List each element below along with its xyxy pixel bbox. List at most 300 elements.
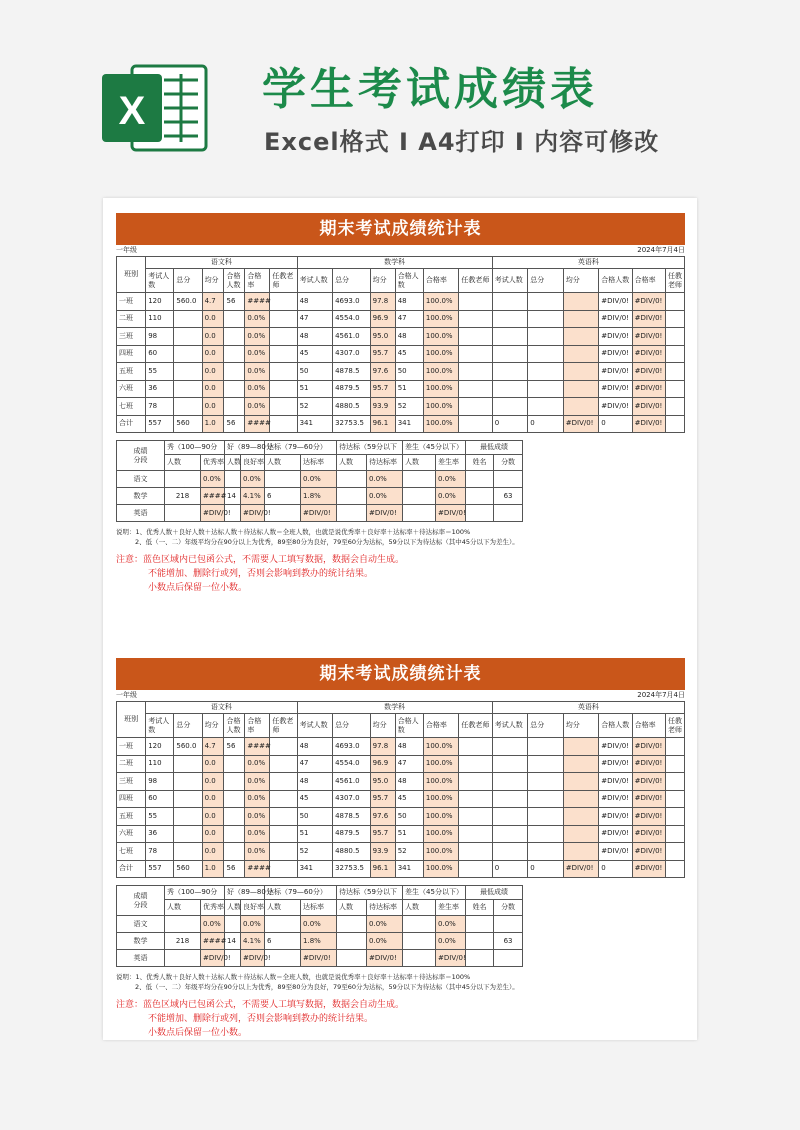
- cell-e_p: #DIV/0!: [599, 363, 632, 381]
- grade-label: 一年级: [116, 691, 137, 699]
- cell-m_t: 4880.5: [333, 843, 371, 861]
- cell-e_a: [563, 363, 598, 381]
- band-sub-header: 人数: [165, 455, 201, 471]
- band-cell: [466, 488, 494, 505]
- cell-e_a: [563, 773, 598, 791]
- cell-e_n: [492, 310, 527, 328]
- cell-c_p: [224, 755, 245, 773]
- cell-c_t: [174, 843, 202, 861]
- col-count: 考试人数: [146, 714, 174, 738]
- table-row: [117, 505, 523, 522]
- band-cell: 0.0%: [201, 471, 225, 488]
- col-teacher: 任教老师: [459, 269, 492, 293]
- band-sub-header: 人数: [403, 900, 436, 916]
- cell-e_r: #DIV/0!: [632, 790, 665, 808]
- table-row: [117, 398, 685, 416]
- col-total: 总分: [528, 714, 563, 738]
- band-cell: 4.1%: [241, 488, 265, 505]
- band-cell: #DIV/0!: [301, 950, 337, 967]
- cell-m_t: 4554.0: [333, 755, 371, 773]
- band-cell: [403, 933, 436, 950]
- cell-e_t: [528, 310, 563, 328]
- cell-m_t: 4879.5: [333, 380, 371, 398]
- class-name: 一班: [117, 738, 146, 756]
- col-total: 总分: [528, 269, 563, 293]
- cell-c_p: [224, 380, 245, 398]
- cell-e_t: [528, 345, 563, 363]
- band-cell: 63: [494, 488, 523, 505]
- band-cell: [466, 471, 494, 488]
- cell-c_a: 4.7: [202, 738, 224, 756]
- cell-c_r: ####: [245, 738, 270, 756]
- cell-e_p: #DIV/0!: [599, 790, 632, 808]
- cell-e_t: [528, 328, 563, 346]
- cell-teacher: [270, 363, 297, 381]
- col-count: 考试人数: [492, 269, 527, 293]
- grade-band-table: [116, 885, 523, 967]
- subject-chinese: 语文科: [146, 257, 297, 269]
- cell-teacher: [666, 860, 685, 878]
- band-sub-header: 姓名: [466, 900, 494, 916]
- cell-c_p: [224, 310, 245, 328]
- band-sub-header: 待达标率: [367, 900, 403, 916]
- band-pass: 达标（79—60分）: [265, 441, 337, 455]
- band-cell: [225, 471, 241, 488]
- band-cell: #DIV/0!: [201, 950, 225, 967]
- note-line: 2、低（一、二）年级平均分在90分以上为优秀，89至80分为良好，79至60分为达标，59分以下为待达标（其中45分以下为差生）。: [135, 538, 519, 546]
- cell-c_r: 0.0%: [245, 328, 270, 346]
- cell-teacher: [270, 345, 297, 363]
- cell-c_p: [224, 345, 245, 363]
- cell-m_p: 52: [395, 398, 423, 416]
- band-cell: 0.0%: [436, 916, 466, 933]
- cell-c_a: 0.0: [202, 310, 224, 328]
- cell-e_t: [528, 380, 563, 398]
- cell-m_r: 100.0%: [423, 808, 458, 826]
- cell-teacher: [459, 825, 492, 843]
- grade-label: 一年级: [116, 246, 137, 254]
- cell-teacher: [270, 380, 297, 398]
- cell-e_n: [492, 773, 527, 791]
- cell-m_p: 51: [395, 380, 423, 398]
- col-pass-count: 合格人数: [599, 714, 632, 738]
- cell-e_r: #DIV/0!: [632, 825, 665, 843]
- table-row: [117, 773, 685, 791]
- cell-m_p: 48: [395, 293, 423, 311]
- cell-c_t: 560: [174, 860, 202, 878]
- table-row: [117, 328, 685, 346]
- subject-math: 数学科: [297, 257, 492, 269]
- cell-c_n: 60: [146, 790, 174, 808]
- cell-m_n: 52: [297, 843, 332, 861]
- class-score-table: [116, 701, 685, 878]
- band-poor: 差生（45分以下）: [403, 886, 466, 900]
- cell-e_t: [528, 773, 563, 791]
- cell-m_n: 48: [297, 738, 332, 756]
- band-sub-header: 人数: [337, 455, 367, 471]
- cell-m_p: 341: [395, 860, 423, 878]
- band-good: 好（89—80分: [225, 441, 265, 455]
- class-name: 一班: [117, 293, 146, 311]
- cell-e_t: [528, 738, 563, 756]
- band-cell: 14: [225, 933, 241, 950]
- cell-m_a: 95.7: [370, 825, 395, 843]
- band-cell: 0.0%: [367, 933, 403, 950]
- cell-teacher: [666, 808, 685, 826]
- table-row: [117, 738, 685, 756]
- col-teacher: 任教老师: [666, 269, 685, 293]
- cell-c_t: [174, 310, 202, 328]
- cell-m_p: 47: [395, 310, 423, 328]
- cell-m_a: 96.9: [370, 310, 395, 328]
- cell-c_a: 0.0: [202, 843, 224, 861]
- cell-teacher: [666, 773, 685, 791]
- cell-m_a: 97.6: [370, 363, 395, 381]
- col-count: 考试人数: [297, 269, 332, 293]
- cell-c_a: 1.0: [202, 860, 224, 878]
- band-cell: [337, 471, 367, 488]
- cell-c_a: 4.7: [202, 293, 224, 311]
- band-cell: 0.0%: [367, 916, 403, 933]
- col-teacher: 任教老师: [666, 714, 685, 738]
- table-row: [117, 415, 685, 433]
- subject-name: 数学: [117, 488, 165, 505]
- cell-c_n: 98: [146, 328, 174, 346]
- col-pass-rate: 合格率: [423, 714, 458, 738]
- cell-c_p: 56: [224, 415, 245, 433]
- cell-e_r: #DIV/0!: [632, 415, 665, 433]
- cell-teacher: [270, 755, 297, 773]
- cell-teacher: [459, 860, 492, 878]
- cell-m_a: 95.7: [370, 790, 395, 808]
- band-sub-header: 人数: [265, 900, 301, 916]
- col-avg: 均分: [370, 269, 395, 293]
- cell-m_t: 4693.0: [333, 293, 371, 311]
- cell-e_a: [563, 808, 598, 826]
- cell-m_r: 100.0%: [423, 738, 458, 756]
- cell-e_n: [492, 345, 527, 363]
- cell-teacher: [666, 825, 685, 843]
- cell-m_p: 48: [395, 328, 423, 346]
- band-cell: [337, 916, 367, 933]
- col-avg: 均分: [370, 714, 395, 738]
- cell-teacher: [666, 363, 685, 381]
- cell-e_t: [528, 843, 563, 861]
- cell-m_r: 100.0%: [423, 310, 458, 328]
- col-teacher: 任教老师: [459, 714, 492, 738]
- cell-m_p: 52: [395, 843, 423, 861]
- cell-m_t: 4878.5: [333, 363, 371, 381]
- band-cell: #DIV/0!: [367, 950, 403, 967]
- cell-c_n: 110: [146, 755, 174, 773]
- col-avg: 均分: [563, 269, 598, 293]
- cell-e_p: #DIV/0!: [599, 380, 632, 398]
- cell-e_a: [563, 328, 598, 346]
- logo-letter: X: [118, 89, 146, 133]
- cell-e_n: [492, 293, 527, 311]
- cell-m_r: 100.0%: [423, 380, 458, 398]
- cell-c_a: 0.0: [202, 755, 224, 773]
- cell-m_t: 4879.5: [333, 825, 371, 843]
- cell-teacher: [459, 738, 492, 756]
- cell-c_a: 0.0: [202, 825, 224, 843]
- class-name: 合计: [117, 860, 146, 878]
- cell-e_r: #DIV/0!: [632, 755, 665, 773]
- band-sub-header: 人数: [403, 455, 436, 471]
- subject-english: 英语科: [492, 702, 684, 714]
- cell-c_t: 560.0: [174, 293, 202, 311]
- band-cell: 0.0%: [436, 471, 466, 488]
- cell-e_r: #DIV/0!: [632, 293, 665, 311]
- band-lowest: 最低成绩: [466, 886, 523, 900]
- cell-teacher: [270, 293, 297, 311]
- cell-e_p: #DIV/0!: [599, 755, 632, 773]
- band-sub-header: 姓名: [466, 455, 494, 471]
- class-name: 七班: [117, 398, 146, 416]
- band-sub-header: 人数: [337, 900, 367, 916]
- cell-c_r: ####: [245, 293, 270, 311]
- cell-e_n: [492, 825, 527, 843]
- note-line: 说明：1、优秀人数＋良好人数＋达标人数＋待达标人数＝全班人数，也就是说优秀率＋良好率＋达标率＋待达标率＝100%: [116, 973, 471, 981]
- cell-teacher: [666, 738, 685, 756]
- col-count: 考试人数: [146, 269, 174, 293]
- cell-c_p: 56: [224, 293, 245, 311]
- cell-teacher: [459, 808, 492, 826]
- table-row: [117, 380, 685, 398]
- cell-m_a: 97.8: [370, 738, 395, 756]
- cell-teacher: [666, 345, 685, 363]
- cell-c_p: [224, 363, 245, 381]
- col-class: 班别: [117, 257, 146, 293]
- sheet-banner: 期末考试成绩统计表: [116, 658, 685, 690]
- cell-teacher: [459, 755, 492, 773]
- band-poor: 差生（45分以下）: [403, 441, 466, 455]
- col-pass-count: 合格人数: [395, 269, 423, 293]
- band-cell: [403, 505, 436, 522]
- cell-c_p: [224, 843, 245, 861]
- band-cell: [403, 471, 436, 488]
- band-cell: 218: [165, 933, 201, 950]
- cell-e_t: [528, 293, 563, 311]
- score-table-block: [116, 658, 685, 1040]
- cell-e_p: #DIV/0!: [599, 328, 632, 346]
- cell-e_r: #DIV/0!: [632, 345, 665, 363]
- cell-m_t: 4307.0: [333, 790, 371, 808]
- cell-c_t: [174, 363, 202, 381]
- cell-m_r: 100.0%: [423, 293, 458, 311]
- subject-name: 语文: [117, 471, 165, 488]
- band-cell: [165, 950, 201, 967]
- cell-m_p: 341: [395, 415, 423, 433]
- band-cell: 0.0%: [436, 933, 466, 950]
- band-cell: [337, 505, 367, 522]
- cell-m_t: 4880.5: [333, 398, 371, 416]
- warning-line: 不能增加、删除行或列，否则会影响到教办的统计结果。: [148, 569, 374, 579]
- cell-m_r: 100.0%: [423, 345, 458, 363]
- band-cell: [165, 916, 201, 933]
- cell-c_n: 98: [146, 773, 174, 791]
- cell-m_n: 341: [297, 860, 332, 878]
- cell-m_t: 32753.5: [333, 415, 371, 433]
- band-cell: #DIV/0!: [241, 950, 265, 967]
- cell-m_n: 45: [297, 345, 332, 363]
- class-name: 七班: [117, 843, 146, 861]
- cell-c_r: ####: [245, 860, 270, 878]
- cell-e_t: [528, 398, 563, 416]
- band-cell: #DIV/0!: [201, 505, 225, 522]
- cell-m_t: 4561.0: [333, 328, 371, 346]
- cell-teacher: [666, 293, 685, 311]
- band-cell: 63: [494, 933, 523, 950]
- warning-line: 小数点后保留一位小数。: [148, 1028, 248, 1038]
- cell-e_a: #DIV/0!: [563, 415, 598, 433]
- cell-teacher: [270, 860, 297, 878]
- cell-e_a: [563, 755, 598, 773]
- cell-teacher: [459, 363, 492, 381]
- col-avg: 均分: [202, 269, 224, 293]
- cell-m_a: 95.0: [370, 773, 395, 791]
- cell-m_r: 100.0%: [423, 755, 458, 773]
- band-cell: ####: [201, 488, 225, 505]
- cell-c_n: 557: [146, 860, 174, 878]
- class-score-table: [116, 256, 685, 433]
- cell-e_t: [528, 755, 563, 773]
- table-row: [117, 933, 523, 950]
- cell-m_p: 48: [395, 773, 423, 791]
- cell-m_r: 100.0%: [423, 328, 458, 346]
- cell-m_a: 93.9: [370, 843, 395, 861]
- cell-c_n: 110: [146, 310, 174, 328]
- score-table-block: [116, 213, 685, 595]
- cell-m_a: 96.1: [370, 860, 395, 878]
- class-name: 四班: [117, 790, 146, 808]
- cell-teacher: [459, 398, 492, 416]
- sheet-meta: [116, 245, 685, 256]
- cell-e_p: #DIV/0!: [599, 293, 632, 311]
- cell-teacher: [459, 773, 492, 791]
- cell-e_t: [528, 825, 563, 843]
- class-name: 二班: [117, 310, 146, 328]
- cell-e_n: [492, 398, 527, 416]
- col-pass-rate: 合格率: [632, 269, 665, 293]
- cell-c_r: 0.0%: [245, 345, 270, 363]
- cell-teacher: [666, 415, 685, 433]
- band-cell: [403, 488, 436, 505]
- sheet-meta: [116, 690, 685, 701]
- notes: [116, 527, 685, 547]
- class-name: 二班: [117, 755, 146, 773]
- cell-teacher: [270, 398, 297, 416]
- band-cell: [494, 916, 523, 933]
- table-row: [117, 310, 685, 328]
- band-cell: #DIV/0!: [436, 505, 466, 522]
- col-teacher: 任教老师: [270, 269, 297, 293]
- cell-e_p: 0: [599, 415, 632, 433]
- cell-c_a: 0.0: [202, 808, 224, 826]
- cell-e_r: #DIV/0!: [632, 363, 665, 381]
- band-cell: 1.8%: [301, 933, 337, 950]
- band-cell: [337, 933, 367, 950]
- band-cell: [403, 916, 436, 933]
- band-cell: [466, 933, 494, 950]
- table-row: [117, 950, 523, 967]
- band-lowest: 最低成绩: [466, 441, 523, 455]
- cell-c_p: [224, 773, 245, 791]
- cell-teacher: [270, 808, 297, 826]
- cell-e_r: #DIV/0!: [632, 380, 665, 398]
- class-name: 四班: [117, 345, 146, 363]
- col-total: 总分: [174, 269, 202, 293]
- cell-e_p: #DIV/0!: [599, 808, 632, 826]
- cell-teacher: [459, 380, 492, 398]
- cell-c_t: [174, 755, 202, 773]
- warning-line: 小数点后保留一位小数。: [148, 583, 248, 593]
- table-row: [117, 860, 685, 878]
- band-cell: [466, 916, 494, 933]
- cell-m_r: 100.0%: [423, 415, 458, 433]
- cell-c_n: 60: [146, 345, 174, 363]
- cell-c_p: 56: [224, 738, 245, 756]
- warning-line: 注意：蓝色区域内已包函公式，不需要人工填写数据，数据会自动生成。: [116, 1000, 405, 1010]
- excel-logo-icon: [98, 62, 210, 154]
- cell-c_t: [174, 328, 202, 346]
- warning-line: 不能增加、删除行或列，否则会影响到教办的统计结果。: [148, 1014, 374, 1024]
- band-cell: 0.0%: [201, 916, 225, 933]
- cell-e_r: #DIV/0!: [632, 738, 665, 756]
- cell-teacher: [666, 310, 685, 328]
- band-sub-header: 分数: [494, 900, 523, 916]
- cell-m_r: 100.0%: [423, 398, 458, 416]
- cell-c_a: 0.0: [202, 345, 224, 363]
- cell-c_a: 0.0: [202, 790, 224, 808]
- cell-c_r: 0.0%: [245, 790, 270, 808]
- cell-teacher: [270, 773, 297, 791]
- band-sub-header: 优秀率: [201, 455, 225, 471]
- date-label: 2024年7月4日: [637, 246, 685, 254]
- cell-teacher: [666, 755, 685, 773]
- col-count: 考试人数: [297, 714, 332, 738]
- band-cell: [165, 505, 201, 522]
- col-class: 班别: [117, 702, 146, 738]
- cell-c_n: 36: [146, 380, 174, 398]
- cell-m_a: 95.0: [370, 328, 395, 346]
- cell-c_n: 78: [146, 398, 174, 416]
- band-cell: #DIV/0!: [301, 505, 337, 522]
- cell-e_n: 0: [492, 415, 527, 433]
- table-row: [117, 293, 685, 311]
- col-count: 考试人数: [492, 714, 527, 738]
- band-cell: #DIV/0!: [436, 950, 466, 967]
- cell-e_a: [563, 345, 598, 363]
- cell-m_p: 45: [395, 790, 423, 808]
- table-row: [117, 825, 685, 843]
- cell-teacher: [459, 310, 492, 328]
- cell-m_p: 50: [395, 808, 423, 826]
- band-below: 待达标（59分以下: [337, 441, 403, 455]
- cell-teacher: [666, 398, 685, 416]
- band-sub-header: 良好率: [241, 900, 265, 916]
- class-name: 合计: [117, 415, 146, 433]
- cell-c_t: 560: [174, 415, 202, 433]
- cell-c_p: [224, 328, 245, 346]
- col-total: 总分: [333, 269, 371, 293]
- cell-e_r: #DIV/0!: [632, 773, 665, 791]
- band-cell: [337, 488, 367, 505]
- table-row: [117, 488, 523, 505]
- cell-c_t: [174, 790, 202, 808]
- cell-m_t: 4554.0: [333, 310, 371, 328]
- cell-m_n: 50: [297, 363, 332, 381]
